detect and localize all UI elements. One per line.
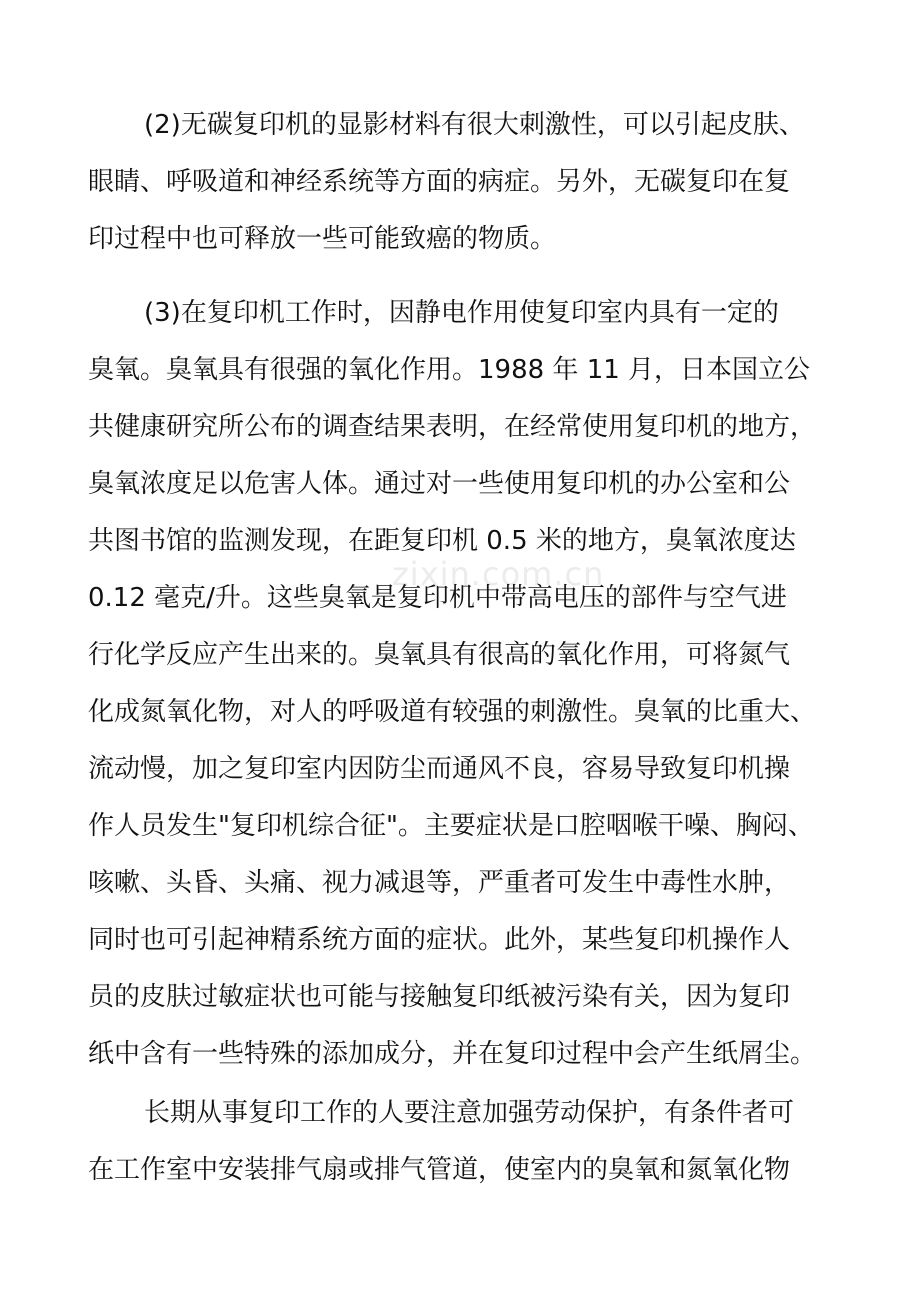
paragraph-line: 长期从事复印工作的人要注意加强劳动保护，有条件者可 — [144, 1098, 795, 1128]
paragraph-line: 臭氧浓度足以危害人体。通过对一些使用复印机的办公室和公 — [88, 469, 791, 499]
paragraph-line: 化成氮氧化物，对人的呼吸道有较强的刺激性。臭氧的比重大、 — [88, 697, 817, 727]
paragraph-2 — [88, 97, 838, 268]
paragraph-line: 共图书馆的监测发现，在距复印机 0.5 米的地方，臭氧浓度达 — [88, 526, 796, 556]
paragraph-labor-protection — [88, 1085, 838, 1199]
paragraph-line: 行化学反应产生出来的。臭氧具有很高的氧化作用，可将氮气 — [88, 640, 791, 670]
paragraph-line: 眼睛、呼吸道和神经系统等方面的病症。另外，无碳复印在复 — [88, 167, 791, 197]
paragraph-line: 臭氧。臭氧具有很强的氧化作用。1988 年 11 月，日本国立公 — [88, 355, 811, 385]
paragraph-line: 咳嗽、头昏、头痛、视力减退等，严重者可发生中毒性水肿， — [88, 868, 791, 898]
paragraph-line: (2)无碳复印机的显影材料有很大刺激性，可以引起皮肤、 — [144, 110, 805, 140]
paragraph-line: 流动慢，加之复印室内因防尘而通风不良，容易导致复印机操 — [88, 754, 791, 784]
paragraph-line: 0.12 毫克/升。这些臭氧是复印机中带高电压的部件与空气进 — [88, 583, 787, 613]
paragraph-line: 印过程中也可释放一些可能致癌的物质。 — [88, 224, 557, 254]
paragraph-line: 同时也可引起神精系统方面的症状。此外，某些复印机操作人 — [88, 925, 791, 955]
paragraph-line: 作人员发生"复印机综合征"。主要症状是口腔咽喉干噪、胸闷、 — [88, 811, 814, 841]
paragraph-line: 在工作室中安装排气扇或排气管道，使室内的臭氧和氮氧化物 — [88, 1155, 791, 1185]
paragraph-3 — [88, 285, 838, 1083]
paragraph-line: (3)在复印机工作时，因静电作用使复印室内具有一定的 — [144, 298, 779, 328]
paragraph-line: 员的皮肤过敏症状也可能与接触复印纸被污染有关，因为复印 — [88, 982, 791, 1012]
paragraph-line: 共健康研究所公布的调查结果表明，在经常使用复印机的地方， — [88, 412, 817, 442]
watermark-text: zixin.com.cn — [392, 555, 605, 593]
paragraph-line: 纸中含有一些特殊的添加成分，并在复印过程中会产生纸屑尘。 — [88, 1039, 817, 1069]
